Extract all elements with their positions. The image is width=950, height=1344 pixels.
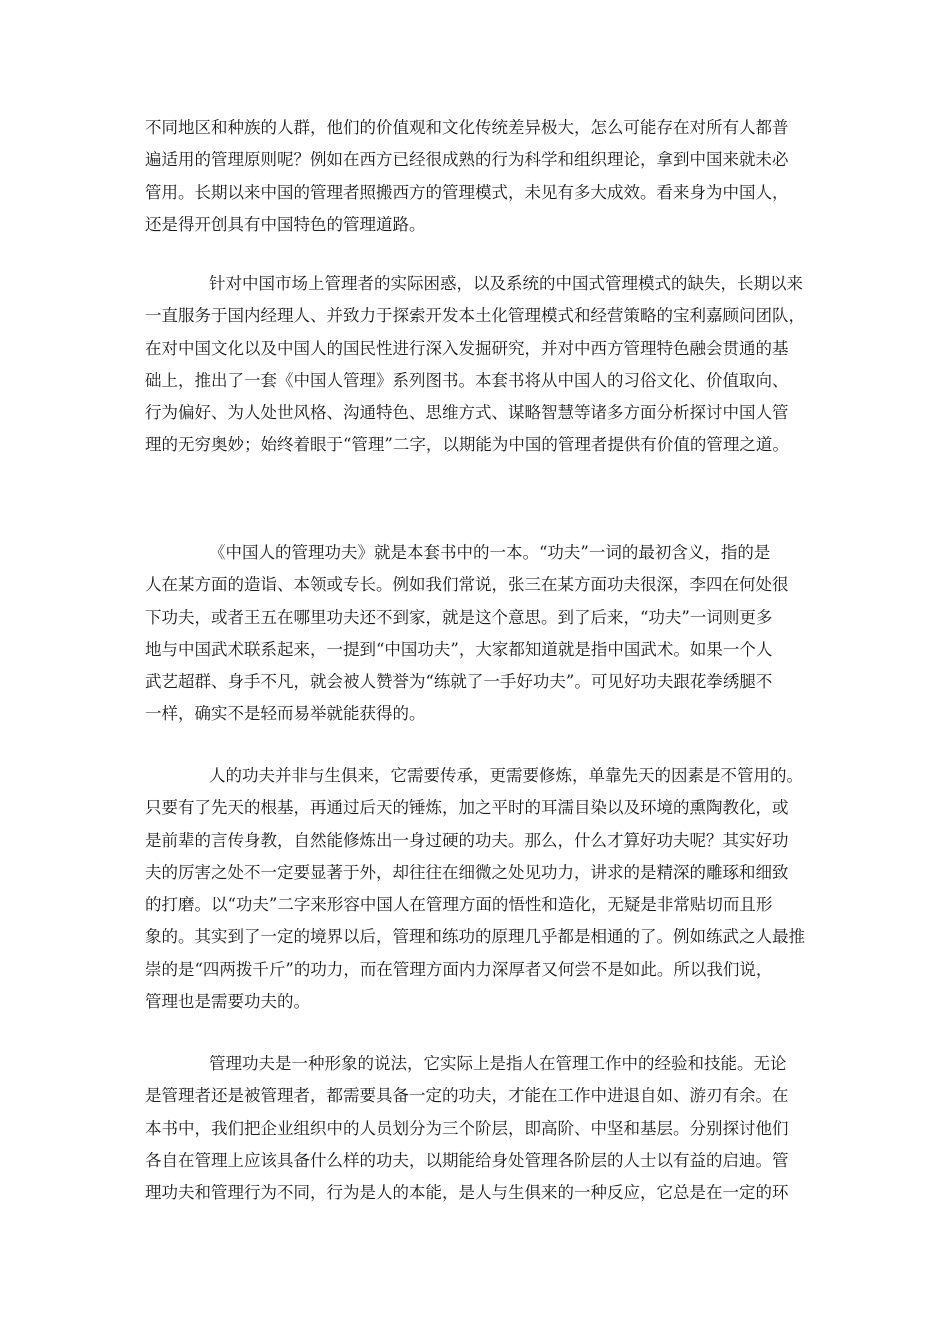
text-line: 行为偏好、为人处世风格、沟通特色、思维方式、谋略智慧等诸多方面分析探讨中国人管 xyxy=(145,403,789,423)
text-line: 是前辈的言传身教，自然能修炼出一身过硬的功夫。那么，什么才算好功夫呢？其实好功 xyxy=(145,830,789,850)
text-line: 本书中，我们把企业组织中的人员划分为三个阶层，即高阶、中坚和基层。分别探讨他们 xyxy=(145,1118,789,1138)
text-line: 一直服务于国内经理人、并致力于探索开发本土化管理模式和经营策略的宝利嘉顾问团队， xyxy=(145,306,805,326)
text-line: 武艺超群、身手不凡，就会被人赞誉为“练就了一手好功夫”。可见好功夫跟花拳绣腿不 xyxy=(145,672,773,692)
text-line: 础上，推出了一套《中国人管理》系列图书。本套书将从中国人的习俗文化、价值取向、 xyxy=(145,370,789,390)
text-line: 管理功夫是一种形象的说法，它实际上是指人在管理工作中的经验和技能。无论 xyxy=(209,1054,787,1073)
text-line: 理功夫和管理行为不同，行为是人的本能，是人与生俱来的一种反应，它总是在一定的环 xyxy=(145,1183,789,1203)
text-line: 针对中国市场上管理者的实际困惑，以及系统的中国式管理模式的缺失，长期以来 xyxy=(209,274,803,293)
text-line: 是管理者还是被管理者，都需要具备一定的功夫，才能在工作中进退自如、游刃有余。在 xyxy=(145,1086,789,1106)
text-line: 各自在管理上应该具备什么样的功夫，以期能给身处管理各阶层的人士以有益的启迪。管 xyxy=(145,1150,789,1170)
text-line: 地与中国武术联系起来，一提到“中国功夫”，大家都知道就是指中国武术。如果一个人 xyxy=(145,639,773,659)
text-line: 理的无穷奥妙；始终着眼于“管理”二字，以期能为中国的管理者提供有价值的管理之道。 xyxy=(145,435,789,455)
text-line: 还是得开创具有中国特色的管理道路。 xyxy=(145,214,426,234)
text-line: 象的。其实到了一定的境界以后，管理和练功的原理几乎都是相通的了。例如练武之人最推 xyxy=(145,927,805,947)
text-line: 管用。长期以来中国的管理者照搬西方的管理模式，未见有多大成效。看来身为中国人， xyxy=(145,182,789,202)
text-line: 在对中国文化以及中国人的国民性进行深入发掘研究，并对中西方管理特色融会贯通的基 xyxy=(145,338,789,358)
text-line: 夫的厉害之处不一定要显著于外，却往往在细微之处见功力，讲求的是精深的雕琢和细致 xyxy=(145,862,789,882)
text-line: 崇的是“四两拨千斤”的功力，而在管理方面内力深厚者又何尝不是如此。所以我们说， xyxy=(145,959,773,979)
text-line: 人的功夫并非与生俱来，它需要传承，更需要修炼，单靠先天的因素是不管用的。 xyxy=(209,766,803,785)
text-line: 的打磨。以“功夫”二字来形容中国人在管理方面的悟性和造化，无疑是非常贴切而且形 xyxy=(145,895,773,915)
text-line: 遍适用的管理原则呢？例如在西方已经很成熟的行为科学和组织理论，拿到中国来就未必 xyxy=(145,150,789,170)
paragraph-3 xyxy=(145,537,813,731)
text-line: 管理也是需要功夫的。 xyxy=(145,992,310,1012)
paragraph-2 xyxy=(145,268,813,462)
paragraph-1 xyxy=(145,112,813,241)
text-line: 《中国人的管理功夫》就是本套书中的一本。“功夫”一词的最初含义，指的是 xyxy=(209,543,771,562)
text-line: 下功夫，或者王五在哪里功夫还不到家，就是这个意思。到了后来，“功夫”一词则更多 xyxy=(145,607,773,627)
paragraph-5 xyxy=(145,1048,813,1209)
text-line: 一样，确实不是轻而易举就能获得的。 xyxy=(145,704,426,724)
text-line: 不同地区和种族的人群，他们的价值观和文化传统差异极大，怎么可能存在对所有人都普 xyxy=(145,118,789,137)
text-line: 人在某方面的造诣、本领或专长。例如我们常说，张三在某方面功夫很深，李四在何处很 xyxy=(145,575,789,595)
paragraph-4 xyxy=(145,760,813,1018)
text-line: 只要有了先天的根基，再通过后天的锤炼，加之平时的耳濡目染以及环境的熏陶教化，或 xyxy=(145,798,789,818)
